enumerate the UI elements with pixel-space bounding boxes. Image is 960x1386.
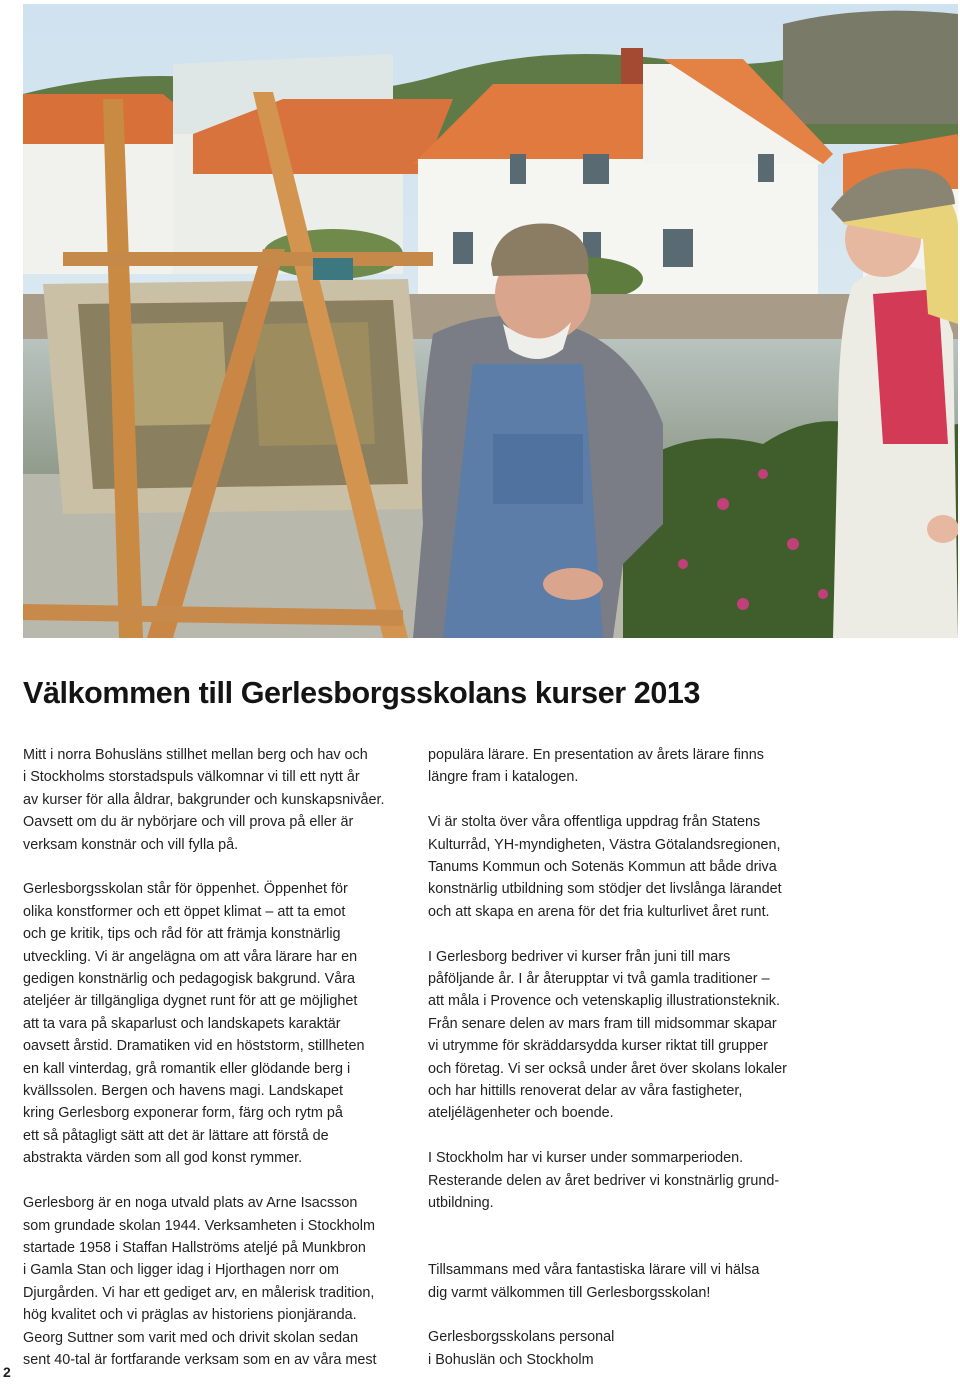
text-line: gedigen konstnärlig och pedagogisk bakgrund. Våra	[23, 971, 356, 988]
right-column	[428, 744, 823, 1371]
signature	[428, 1326, 823, 1371]
openness-paragraph	[23, 878, 408, 1169]
text-line: I Gerlesborg bedriver vi kurser från juni till mars	[428, 948, 731, 965]
text-line: i Gamla Stan och ligger idag i Hjorthagen norr om	[23, 1262, 339, 1279]
stockholm-paragraph	[428, 1147, 823, 1214]
page-title: Välkommen till Gerlesborgsskolans kurser 2013	[23, 676, 701, 710]
page-number: 2	[3, 1364, 11, 1380]
text-line: Vi är stolta över våra offentliga uppdrag från Statens	[428, 814, 761, 831]
text-line: kvällssolen. Bergen och havens magi. Landskapet	[23, 1083, 343, 1100]
text-line: och att skapa en arena för det fria kulturlivet året runt.	[428, 903, 770, 920]
text-line: abstrakta värden som all god konst rymmer.	[23, 1150, 303, 1167]
text-line: startade 1958 i Staffan Hallströms ateljé på Munkbron	[23, 1239, 366, 1256]
intro-paragraph	[23, 744, 408, 856]
text-line: Tanums Kommun och Sotenäs Kommun att både driva	[428, 859, 777, 876]
text-line: Tillsammans med våra fantastiska lärare vill vi hälsa	[428, 1262, 760, 1279]
text-line: och ge kritik, tips och råd för att främja konstnärlig	[23, 926, 341, 943]
text-line: Gerlesborg är en noga utvald plats av Arne Isacsson	[23, 1195, 358, 1212]
history-paragraph	[23, 1192, 408, 1371]
text-line: Resterande delen av året bedriver vi konstnärlig grund-	[428, 1172, 780, 1189]
courses-paragraph	[428, 946, 823, 1125]
text-line: oavsett årstid. Dramatiken vid en höststorm, stillheten	[23, 1038, 365, 1055]
text-line: och företag. Vi ser också under året över skolans lokaler	[428, 1060, 787, 1077]
text-line: Djurgården. Vi har ett gediget arv, en målerisk tradition,	[23, 1284, 375, 1301]
text-line: utbildning.	[428, 1195, 494, 1212]
text-line: sent 40-tal är fortfarande verksam som en av våra mest	[23, 1351, 377, 1368]
text-line: en kall vinterdag, grå romantik eller glödande berg i	[23, 1060, 351, 1077]
text-line: påföljande år. I år återupptar vi två gamla traditioner –	[428, 971, 770, 988]
text-line: Gerlesborgsskolans personal	[428, 1329, 615, 1346]
text-line: i Stockholms storstadspuls välkomnar vi till ett nytt år	[23, 769, 360, 786]
text-line: I Stockholm har vi kurser under sommarperioden.	[428, 1150, 744, 1167]
text-line: Mitt i norra Bohusläns stillhet mellan berg och hav och	[23, 747, 368, 763]
text-line: ateljélägenheter och boende.	[428, 1105, 614, 1122]
left-column	[23, 744, 408, 1371]
text-line: Oavsett om du är nybörjare och vill prova på eller är	[23, 814, 354, 831]
text-line: ett så påtagligt sätt att det är lättare att förstå de	[23, 1127, 329, 1144]
text-line: populära lärare. En presentation av årets lärare finns	[428, 747, 764, 763]
text-line: Georg Suttner som varit med och drivit skolan sedan	[23, 1329, 359, 1346]
text-line: längre fram i katalogen.	[428, 769, 579, 786]
text-line: konstnärlig utbildning som stödjer det livslånga lärandet	[428, 881, 782, 898]
teachers-paragraph	[428, 744, 823, 789]
text-line: och har hittills renoverat delar av våra fastigheter,	[428, 1083, 743, 1100]
text-line: ateljéer är tillgängliga dygnet runt för att ge möjlighet	[23, 993, 358, 1010]
text-line: att måla i Provence och vetenskaplig illustrationsteknik.	[428, 993, 780, 1010]
welcome-paragraph	[428, 1259, 823, 1304]
hero-photo	[23, 4, 958, 638]
text-line: olika konstformer och ett öppet klimat – att ta emot	[23, 903, 346, 920]
commissions-paragraph	[428, 811, 823, 923]
text-line: kring Gerlesborg exponerar form, färg och rytm på	[23, 1105, 343, 1122]
text-line: Gerlesborgsskolan står för öppenhet. Öppenhet för	[23, 881, 348, 898]
text-line: vi utrymme för skräddarsydda kurser riktat till grupper	[428, 1038, 768, 1055]
text-line: hög kvalitet och vi präglas av historiens pionjäranda.	[23, 1307, 357, 1324]
text-line: i Bohuslän och Stockholm	[428, 1351, 594, 1368]
text-line: av kurser för alla åldrar, bakgrunder och kunskapsnivåer.	[23, 791, 385, 808]
text-line: Från senare delen av mars fram till midsommar skapar	[428, 1015, 777, 1032]
text-line: dig varmt välkommen till Gerlesborgsskolan!	[428, 1284, 711, 1301]
text-line: verksam konstnär och vill fylla på.	[23, 836, 239, 853]
text-line: Kulturråd, YH-myndigheten, Västra Götalandsregionen,	[428, 836, 781, 853]
text-line: som grundade skolan 1944. Verksamheten i Stockholm	[23, 1217, 375, 1234]
text-line: att ta vara på skaparlust och landskapets karaktär	[23, 1015, 341, 1032]
text-line: utveckling. Vi är angelägna om att våra lärare har en	[23, 948, 358, 965]
